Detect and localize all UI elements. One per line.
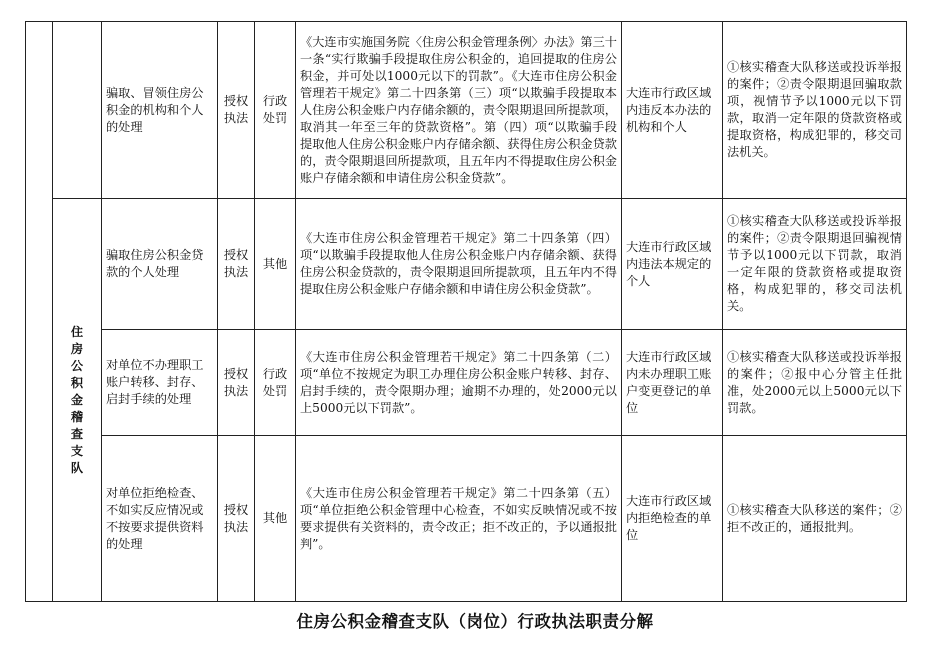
item-cell: 对单位不办理职工账户转移、封存、启封手续的处理: [102, 330, 218, 436]
duty-table: [25, 21, 907, 602]
basis-cell: 《大连市住房公积金管理若干规定》第二十四条第（二）项“单位不按规定为职工办理住房公积金账户转移、封存、启封手续的，责令限期办理；逾期不办理的，处2000元以上5000元以下罚款”。: [296, 330, 622, 436]
target-cell: 大连市行政区域内违法本规定的个人: [622, 199, 723, 330]
nature-cell: 授权执法: [218, 199, 255, 330]
item-cell: 对单位拒绝检查、不如实反应情况或不按要求提供资料的处理: [102, 436, 218, 602]
table-row: [26, 199, 907, 330]
blank-cell: [53, 22, 102, 199]
blank-cell: [26, 22, 53, 602]
basis-cell: 《大连市实施国务院〈住房公积金管理条例〉办法》第三十一条“实行欺骗手段提取住房公积金的，追回提取的住房公积金，并可处以1000元以下的罚款”。《大连市住房公积金管理若干规定》第二十四条第（三）项“以欺骗手段提取本人住房公积金账户内存储余额的，责令限期退回所提款项，取消其一年至三年的贷款资格”。第（四）项“以欺骗手段提取他人住房公积金账户内存储余额、获得住房公积金贷款的，责令限期退回所提款项，且五年内不得提取住房公积金账户存储余额和申请住房公积金贷款”。: [296, 22, 622, 199]
table-row: [26, 22, 907, 199]
nature-cell: 授权执法: [218, 330, 255, 436]
department-label: 住房公积金稽查支队: [70, 324, 84, 475]
table-caption: 住房公积金稽查支队（岗位）行政执法职责分解: [296, 612, 654, 631]
steps-cell: ①核实稽查大队移送或投诉举报的案件；②报中心分管主任批准，处2000元以上5000元以下罚款。: [723, 330, 907, 436]
nature-cell: 授权执法: [218, 436, 255, 602]
target-cell: 大连市行政区域内拒绝检查的单位: [622, 436, 723, 602]
nature-cell: 授权执法: [218, 22, 255, 199]
item-cell: 骗取住房公积金贷款的个人处理: [102, 199, 218, 330]
target-cell: 大连市行政区域内违反本办法的机构和个人: [622, 22, 723, 199]
type-cell: 其他: [255, 436, 296, 602]
steps-cell: ①核实稽查大队移送或投诉举报的案件；②责令限期退回骗取款项，视情节予以1000元以下罚款，取消一定年限的贷款资格或提取资格，构成犯罪的，移交司法机关。: [723, 22, 907, 199]
table-row: [26, 330, 907, 436]
target-cell: 大连市行政区域内未办理职工账户变更登记的单位: [622, 330, 723, 436]
steps-cell: ①核实稽查大队移送的案件；②拒不改正的，通报批判。: [723, 436, 907, 602]
table-row: [26, 436, 907, 602]
type-cell: 行政处罚: [255, 330, 296, 436]
type-cell: 行政处罚: [255, 22, 296, 199]
basis-cell: 《大连市住房公积金管理若干规定》第二十四条第（五）项“单位拒绝公积金管理中心检查，不如实反映情况或不按要求提供有关资料的，责令改正；拒不改正的，予以通报批判”。: [296, 436, 622, 602]
item-cell: 骗取、冒领住房公积金的机构和个人的处理: [102, 22, 218, 199]
department-cell: [53, 199, 102, 602]
type-cell: 其他: [255, 199, 296, 330]
basis-cell: 《大连市住房公积金管理若干规定》第二十四条第（四）项“以欺骗手段提取他人住房公积金账户内存储余额、获得住房公积金贷款的，责令限期退回所提款项，且五年内不得提取住房公积金账户存储余额和申请住房公积金贷款”。: [296, 199, 622, 330]
steps-cell: ①核实稽查大队移送或投诉举报的案件；②责令限期退回骗视情节予以1000元以下罚款，取消一定年限的贷款资格或提取资格，构成犯罪的，移交司法机关。: [723, 199, 907, 330]
